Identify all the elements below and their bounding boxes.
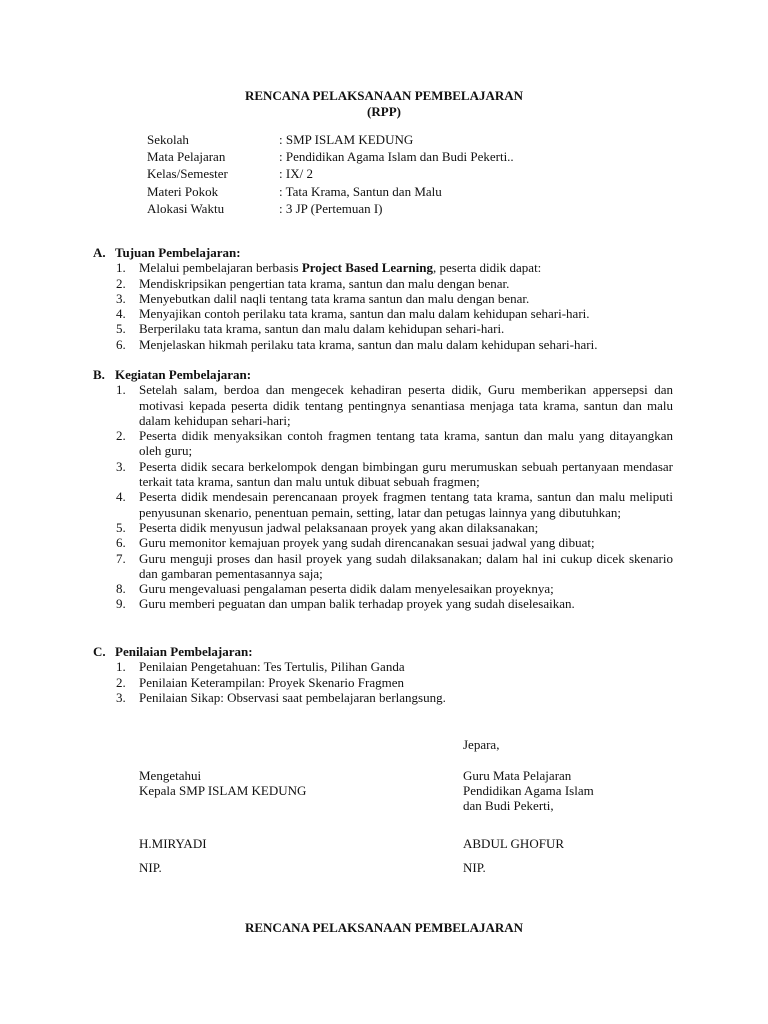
signature-right-nip: NIP. (463, 860, 486, 875)
list-item (93, 535, 673, 550)
tujuan-list (93, 260, 673, 352)
list-item (93, 551, 673, 582)
list-item (93, 596, 673, 611)
kegiatan-list (93, 382, 673, 611)
list-item (93, 459, 673, 490)
list-item (93, 306, 673, 321)
list-item (93, 337, 673, 352)
item-text: Guru mengevaluasi pengalaman peserta didik dalam menyelesaikan proyeknya; (139, 581, 554, 597)
list-item (93, 428, 673, 459)
item-number: 6. (116, 535, 126, 551)
next-page-title: RENCANA PELAKSANAAN PEMBELAJARAN (244, 920, 524, 935)
info-label: Alokasi Waktu (147, 200, 225, 216)
list-item (93, 690, 673, 705)
section-title: Tujuan Pembelajaran: (115, 245, 241, 260)
item-text: Guru memberi peguatan dan umpan balik terhadap proyek yang sudah diselesaikan. (139, 596, 575, 612)
list-item (93, 675, 673, 690)
info-value: : IX/ 2 (279, 166, 313, 182)
item-number: 5. (116, 519, 126, 535)
item-number: 3. (116, 689, 126, 705)
section-letter: B. (93, 367, 105, 382)
item-text-post: , peserta didik dapat: (433, 260, 542, 276)
document-subtitle: (RPP) (367, 104, 401, 119)
section-title: Penilaian Pembelajaran: (115, 644, 253, 659)
list-item (93, 659, 673, 674)
section-letter: C. (93, 644, 106, 659)
item-number: 6. (116, 336, 126, 352)
item-number: 5. (116, 321, 126, 337)
item-text-pre: Melalui pembelajaran berbasis (139, 260, 302, 276)
item-text: Setelah salam, berdoa dan mengecek kehadiran peserta didik, Guru memberikan appersepsi dan motivasi kepada peserta didik tentang pentingnya senantiasa menjaga tata krama, santun dan malu dalam kehidupan sehari-hari; (139, 382, 673, 428)
item-number: 1. (116, 659, 126, 675)
item-text: Penilaian Sikap: Observasi saat pembelajaran berlangsung. (139, 689, 446, 705)
item-number: 2. (116, 428, 126, 444)
signature-place: Jepara, (463, 737, 500, 752)
item-text: Peserta didik mendesain perencanaan proyek fragmen tentang tata krama, santun dan malu meliputi penyusunan skenario, penentuan pemain, setting, latar dan petugas lainnya yang dibutuhkan; (139, 489, 673, 520)
item-number: 9. (116, 596, 126, 612)
item-text: Guru menguji proses dan hasil proyek yang sudah dilaksanakan; dalam hal ini cukup dicek skenario dan gambaran pementasannya saja; (139, 550, 673, 581)
info-label: Sekolah (147, 132, 189, 147)
signature-left-line1: Mengetahui (139, 768, 202, 783)
item-text: Mendiskripsikan pengertian tata krama, santun dan malu dengan benar. (139, 275, 510, 291)
item-number: 1. (116, 382, 126, 398)
info-label: Kelas/Semester (147, 166, 228, 182)
item-text: Menyebutkan dalil naqli tentang tata krama santun dan malu dengan benar. (139, 290, 530, 306)
item-text: Menyajikan contoh perilaku tata krama, santun dan malu dalam kehidupan sehari-hari. (139, 306, 590, 322)
item-number: 2. (116, 674, 126, 690)
list-item (93, 276, 673, 291)
item-text: Peserta didik secara berkelompok dengan bimbingan guru merumuskan sebuah pertanyaan mendasar terkait tata krama, santun dan malu untuk dibuat sebuah fragmen; (139, 458, 673, 490)
item-text: Guru memonitor kemajuan proyek yang sudah direncanakan sesuai jadwal yang dibuat; (139, 535, 595, 551)
info-label: Mata Pelajaran (147, 149, 226, 165)
item-number: 7. (116, 550, 126, 566)
section-title: Kegiatan Pembelajaran: (115, 367, 252, 382)
info-value: : Pendidikan Agama Islam dan Budi Pekerti.. (279, 149, 514, 165)
info-value: : 3 JP (Pertemuan I) (279, 200, 383, 216)
section-heading (93, 245, 673, 260)
signature-right-line2: Pendidikan Agama Islam (463, 783, 594, 798)
item-text: Penilaian Keterampilan: Proyek Skenario Fragmen (139, 674, 404, 690)
list-item (93, 489, 673, 520)
item-text: Menjelaskan hikmah perilaku tata krama, santun dan malu dalam kehidupan sehari-hari. (139, 336, 598, 352)
section-tujuan (93, 245, 673, 352)
signature-left-name: H.MIRYADI (139, 836, 207, 851)
item-text: Peserta didik menyaksikan contoh fragmen tentang tata krama, santun dan malu yang ditayangkan oleh guru; (139, 428, 673, 459)
item-number: 3. (116, 290, 126, 306)
item-number: 4. (116, 489, 126, 505)
signature-left-nip: NIP. (139, 860, 162, 875)
list-item (93, 520, 673, 535)
item-number: 4. (116, 306, 126, 322)
item-text: Penilaian Pengetahuan: Tes Tertulis, Pilihan Ganda (139, 659, 405, 675)
item-number: 2. (116, 275, 126, 291)
list-item (93, 291, 673, 306)
list-item (93, 382, 673, 428)
signature-left-line2: Kepala SMP ISLAM KEDUNG (139, 783, 307, 798)
signature-right-line3: dan Budi Pekerti, (463, 798, 554, 813)
section-penilaian (93, 644, 673, 705)
item-number: 1. (116, 260, 126, 276)
signature-right-name: ABDUL GHOFUR (463, 836, 564, 851)
info-value: : Tata Krama, Santun dan Malu (279, 183, 442, 199)
penilaian-list (93, 659, 673, 705)
item-number: 3. (116, 458, 126, 474)
list-item (93, 581, 673, 596)
item-text: Peserta didik menyusun jadwal pelaksanaan proyek yang akan dilaksanakan; (139, 519, 539, 535)
item-text-bold: Project Based Learning (301, 260, 433, 276)
section-kegiatan (93, 367, 673, 612)
info-value: : SMP ISLAM KEDUNG (279, 132, 414, 147)
section-letter: A. (93, 245, 106, 260)
document-title: RENCANA PELAKSANAAN PEMBELAJARAN (244, 88, 524, 103)
signature-right-line1: Guru Mata Pelajaran (463, 768, 572, 783)
item-number: 8. (116, 581, 126, 597)
info-label: Materi Pokok (147, 183, 219, 199)
item-text: Berperilaku tata krama, santun dan malu dalam kehidupan sehari-hari. (139, 321, 505, 337)
list-item (93, 321, 673, 336)
list-item (93, 260, 673, 275)
section-heading (93, 644, 673, 659)
section-heading (93, 367, 673, 382)
